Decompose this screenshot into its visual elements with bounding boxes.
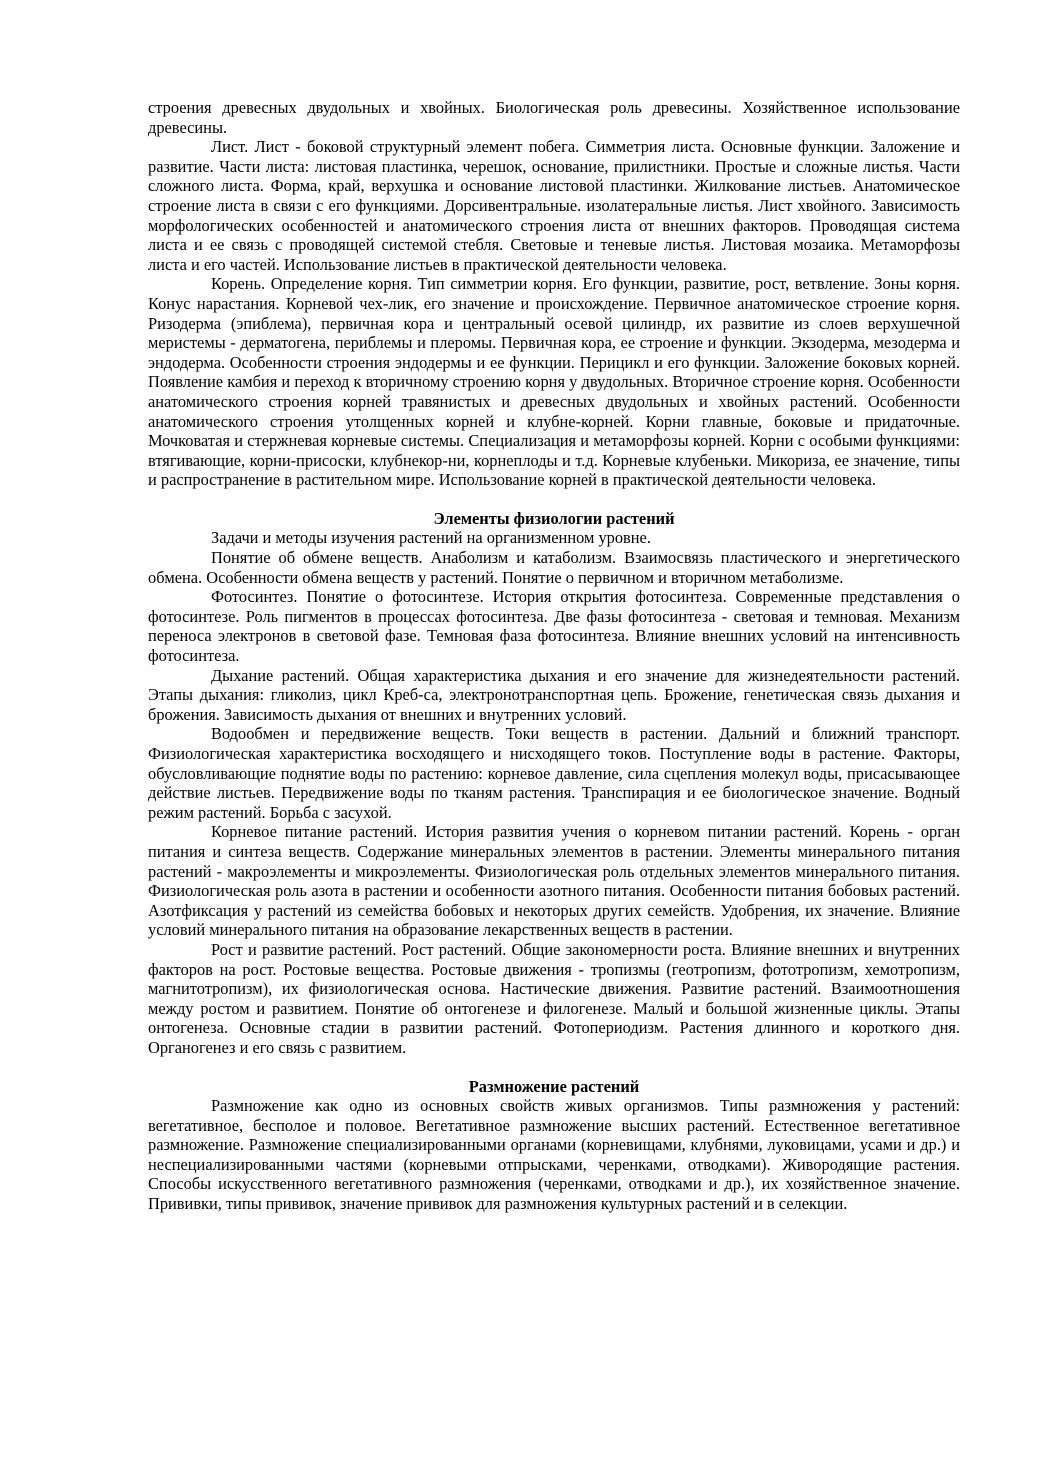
paragraph-root-nutrition: Корневое питание растений. История развития учения о корневом питании растений. Корень - орган питания и синтеза веществ. Содержание минеральных элементов в растении. Элементы минерального питания растений - макроэлементы и микроэлементы. Физиологическая роль отдельных элементов минерального питания. Физиологическая роль азота в растении и особенности азотного питания. Особенности питания бобовых растений. Азотфиксация у растений из семейства бобовых и некоторых других семейств. Удобрения, их значение. Влияние условий минерального питания на образование лекарственных веществ в растении. [148,822,960,940]
paragraph-tasks-methods: Задачи и методы изучения растений на организменном уровне. [211,528,651,548]
heading-plant-physiology: Элементы физиологии растений [433,508,675,528]
paragraph-root: Корень. Определение корня. Тип симметрии корня. Его функции, развитие, рост, ветвление. Зоны корня. Конус нарастания. Корневой чех-лик, его значение и происхождение. Первичное анатомическое строение корня. Ризодерма (эпиблема), первичная кора и центральный осевой цилиндр, их развитие из слоев верхушечной меристемы - дерматогена, периблемы и плеромы. Первичная кора, ее строение и функции. Экзодерма, мезодерма и эндодерма. Особенности строения эндодермы и ее функции. Перицикл и его функции. Заложение боковых корней. Появление камбия и переход к вторичному строению корня у двудольных. Вторичное строение корня. Особенности анатомического строения корней травянистых и древесных двудольных и хвойных растений. Особенности анатомического строения утолщенных корней и клубне-корней. Корни главные, боковые и придаточные. Мочковатая и стержневая корневые системы. Специализация и метаморфозы корней. Корни с особыми функциями: втягивающие, корни-присоски, клубнекор-ни, корнеплоды и т.д. Корневые клубеньки. Микориза, ее значение, типы и распространение в растительном мире. Использование корней в практической деятельности человека. [148,274,960,490]
heading-plant-reproduction: Размножение растений [468,1076,640,1096]
paragraph-wood-continued: строения древесных двудольных и хвойных. Биологическая роль древесины. Хозяйственное использование древесины. [148,98,960,137]
paragraph-photosynthesis: Фотосинтез. Понятие о фотосинтезе. История открытия фотосинтеза. Современные представления о фотосинтезе. Роль пигментов в процессах фотосинтеза. Две фазы фотосинтеза - световая и темновая. Механизм переноса электронов в световой фазе. Темновая фаза фотосинтеза. Влияние внешних условий на интенсивность фотосинтеза. [148,587,960,666]
paragraph-metabolism: Понятие об обмене веществ. Анаболизм и катаболизм. Взаимосвязь пластического и энергетического обмена. Особенности обмена веществ у растений. Понятие о первичном и вторичном метаболизме. [148,548,960,587]
paragraph-reproduction: Размножение как одно из основных свойств живых организмов. Типы размножения у растений: вегетативное, бесполое и половое. Вегетативное размножение высших растений. Естественное вегетативное размножение. Размножение специализированными органами (корневищами, клубнями, луковицами, усами и др.) и неспециализированными частями (корневыми отпрысками, черенками, отводками). Живородящие растения. Способы искусственного вегетативного размножения (черенками, отводками и др.), их хозяйственное значение. Прививки, типы прививок, значение прививок для размножения культурных растений и в селекции. [148,1096,960,1214]
paragraph-growth-development: Рост и развитие растений. Рост растений. Общие закономерности роста. Влияние внешних и внутренних факторов на рост. Ростовые вещества. Ростовые движения - тропизмы (геотропизм, фототропизм, хемотропизм, магнитотропизм), их физиологическая основа. Настические движения. Развитие растений. Взаимоотношения между ростом и развитием. Понятие об онтогенезе и филогенезе. Малый и большой жизненные циклы. Этапы онтогенеза. Основные стадии в развитии растений. Фотопериодизм. Растения длинного и короткого дня. Органогенез и его связь с развитием. [148,939,960,1057]
paragraph-leaf: Лист. Лист - боковой структурный элемент побега. Симметрия листа. Основные функции. Заложение и развитие. Части листа: листовая пластинка, черешок, основание, прилистники. Простые и сложные листья. Части сложного листа. Форма, край, верхушка и основание листовой пластинки. Жилкование листьев. Анатомическое строение листа в связи с его функциями. Дорсивентральные. изолатеральные листья. Лист хвойного. Зависимость морфологических особенностей и анатомического строения листа от внешних факторов. Проводящая система листа и ее связь с проводящей системой стебля. Световые и теневые листья. Листовая мозаика. Метаморфозы листа и его частей. Использование листьев в практической деятельности человека. [148,137,960,274]
paragraph-water-exchange: Водообмен и передвижение веществ. Токи веществ в растении. Дальний и ближний транспорт. Физиологическая характеристика восходящего и нисходящего токов. Поступление воды в растение. Факторы, обусловливающие поднятие воды по растению: корневое давление, сила сцепления молекул воды, присасывающее действие листьев. Передвижение воды по тканям растения. Транспирация и ее биологическое значение. Водный режим растений. Борьба с засухой. [148,724,960,822]
document-page [148,98,960,1214]
paragraph-respiration: Дыхание растений. Общая характеристика дыхания и его значение для жизнедеятельности растений. Этапы дыхания: гликолиз, цикл Креб-са, электронотранспортная цепь. Брожение, генетическая связь дыхания и брожения. Зависимость дыхания от внешних и внутренних условий. [148,665,960,724]
